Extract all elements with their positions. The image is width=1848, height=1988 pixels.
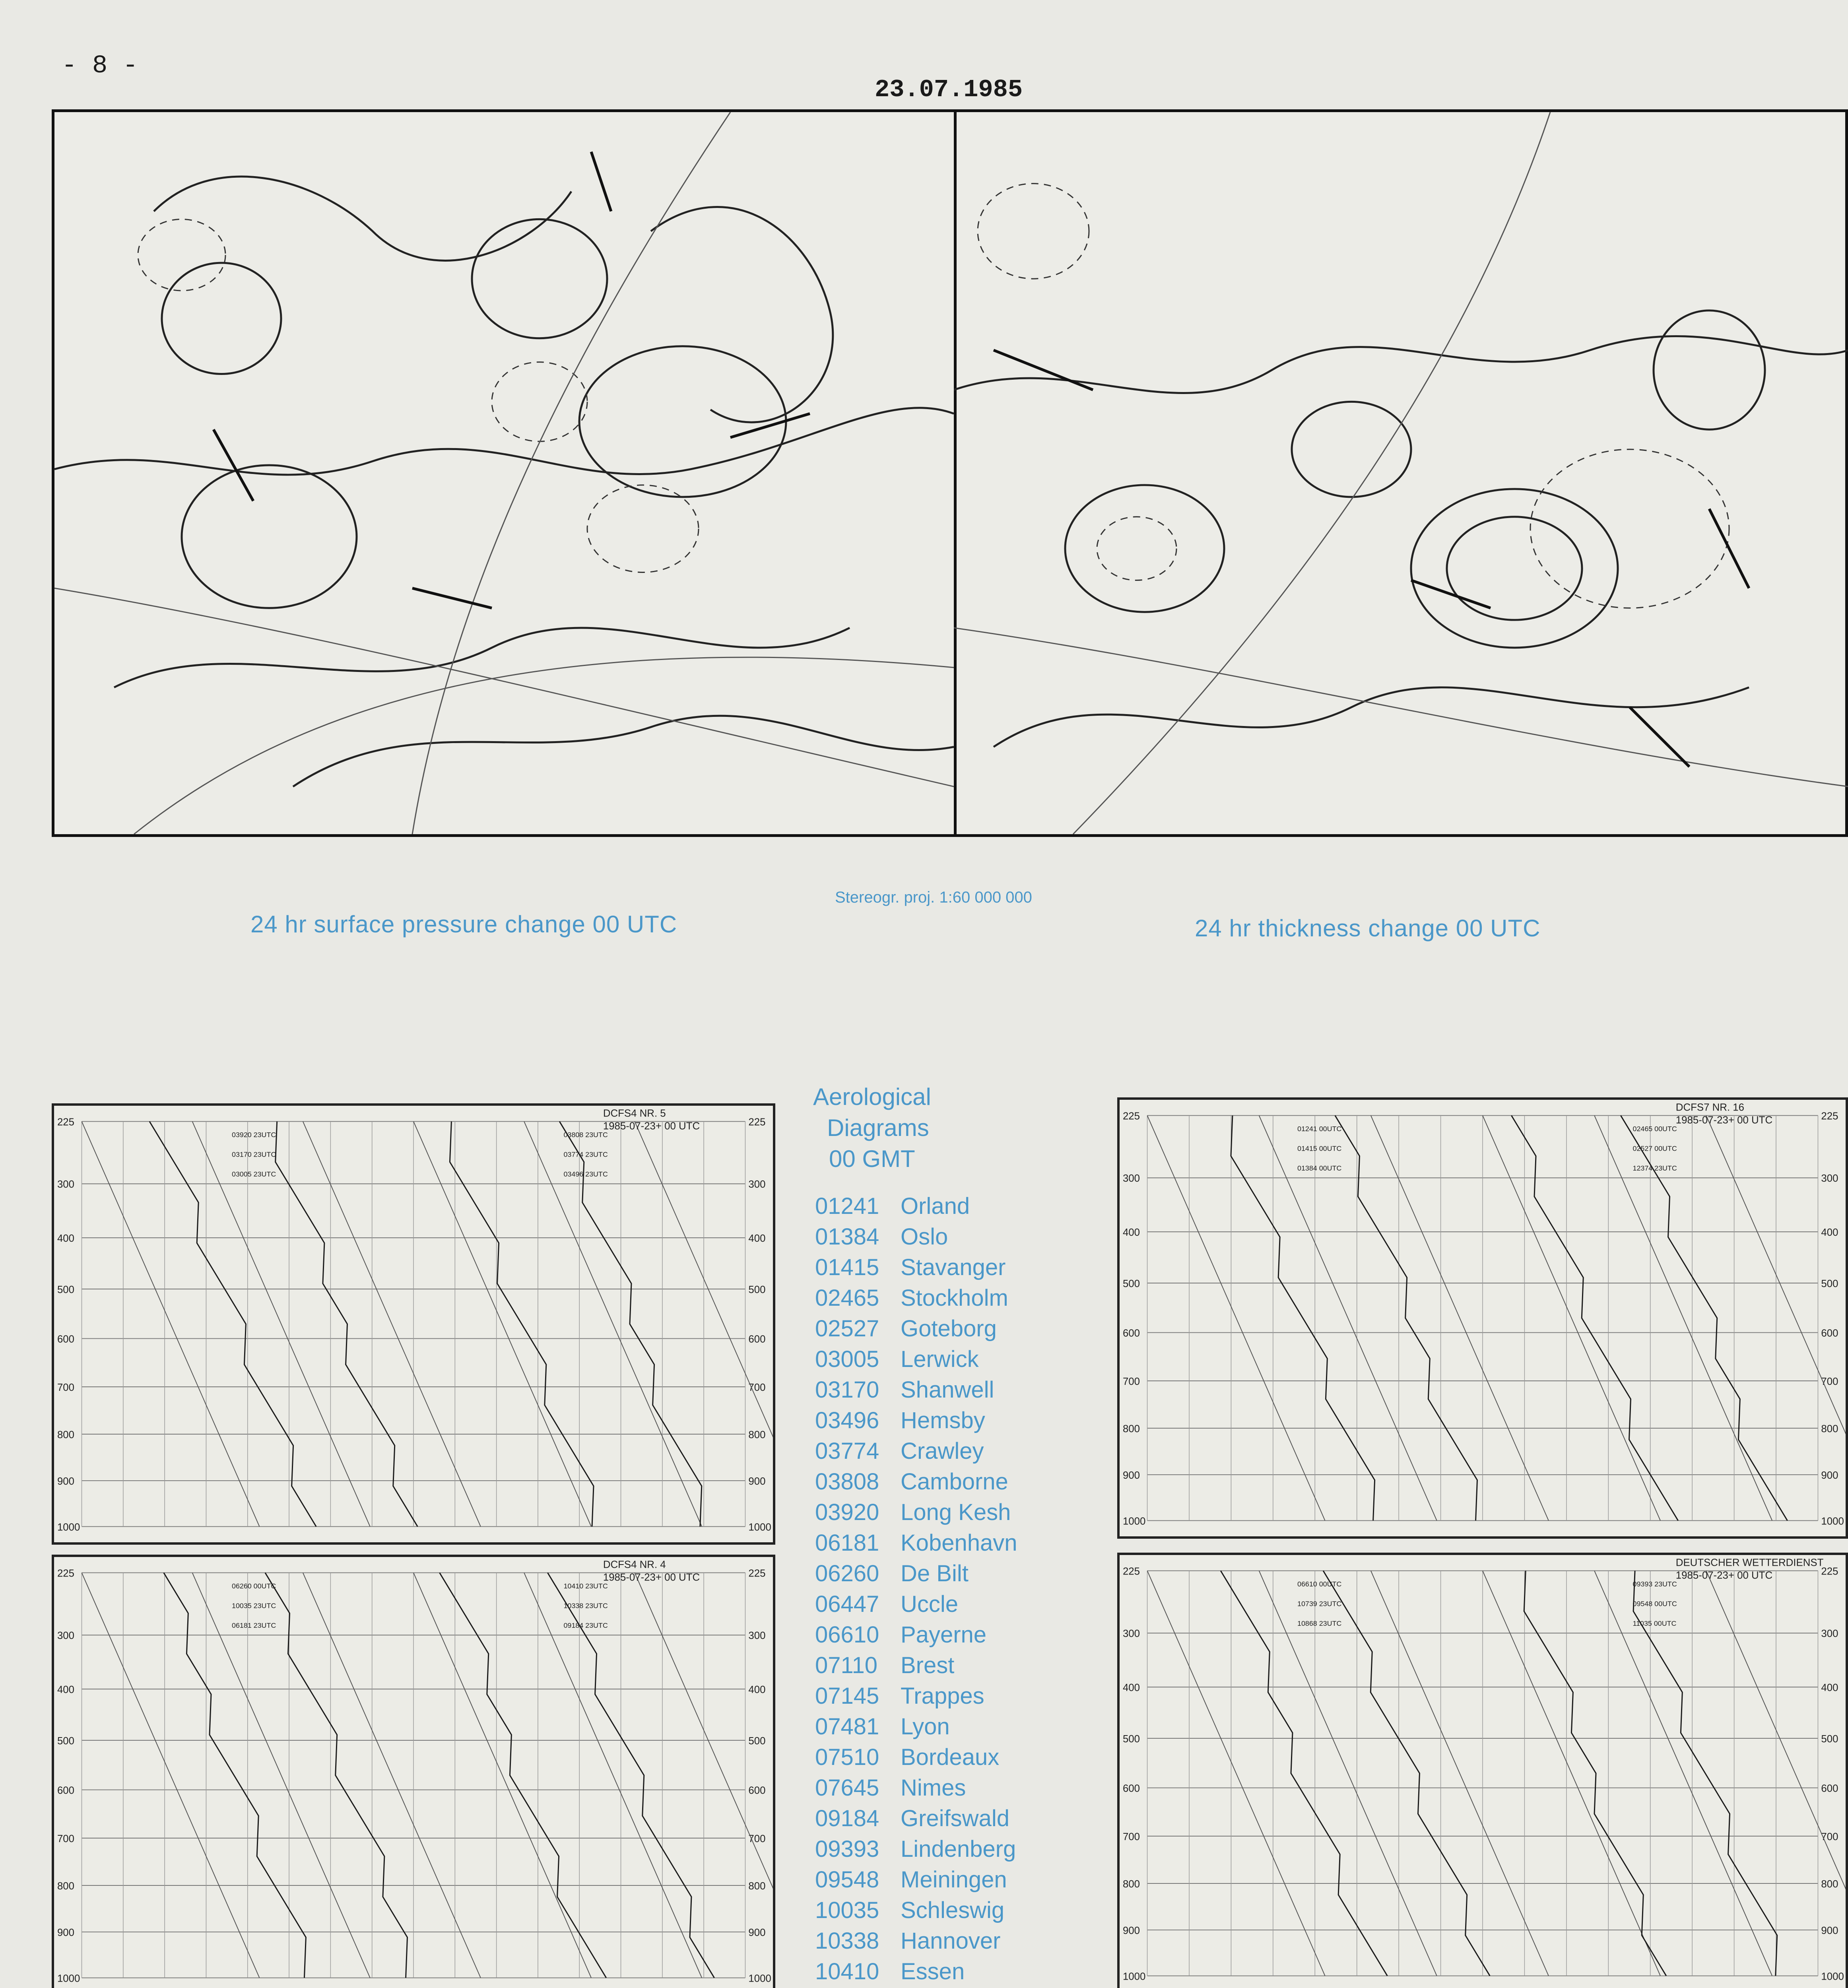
station-row [815, 1742, 1101, 1773]
pressure-label: 1000 [57, 1522, 80, 1533]
sounding-profile [164, 1573, 306, 1978]
diagram-station-label: 03808 23UTC [563, 1131, 608, 1139]
station-id: 09393 [815, 1836, 879, 1862]
aerological-diagram-5 [1117, 1553, 1848, 1988]
station-id: 07510 [815, 1744, 879, 1770]
station-row [815, 1803, 1101, 1834]
station-name: Camborne [901, 1469, 1008, 1495]
pressure-label: 1000 [1821, 1971, 1844, 1982]
pressure-label: 700 [748, 1382, 766, 1393]
station-row [815, 1252, 1101, 1283]
station-row [815, 1375, 1101, 1405]
diagram-station-label: 10868 23UTC [1297, 1619, 1342, 1628]
station-row [815, 1773, 1101, 1803]
pressure-label: 1000 [1122, 1516, 1146, 1527]
diagram-station-label: 10338 23UTC [563, 1602, 608, 1610]
diagram-header: DCFS4 NR. 4 [603, 1559, 666, 1571]
adiabat-line [524, 1573, 702, 1978]
diagram-station-label: 06610 00UTC [1297, 1580, 1342, 1588]
diagram-station-label: 01241 00UTC [1297, 1125, 1342, 1133]
station-name: Payerne [901, 1622, 987, 1648]
pressure-label: 700 [57, 1833, 75, 1844]
adiabat-line [192, 1122, 370, 1527]
adiabat-line [1147, 1116, 1325, 1521]
pressure-label: 800 [1821, 1423, 1838, 1435]
sounding-profile [1231, 1116, 1375, 1521]
station-id: 07145 [815, 1683, 879, 1709]
pressure-label: 225 [748, 1116, 766, 1128]
pressure-label: 500 [1821, 1278, 1838, 1289]
station-name: Goteborg [901, 1316, 997, 1342]
diagram-station-label: 01415 00UTC [1297, 1144, 1342, 1153]
station-id: 02527 [815, 1316, 879, 1342]
station-id: 06260 [815, 1561, 879, 1586]
sounding-profile [1633, 1571, 1777, 1976]
pressure-label: 700 [1821, 1376, 1838, 1387]
pressure-label: 300 [1122, 1173, 1140, 1184]
pressure-label: 900 [57, 1927, 75, 1938]
diagram-station-label: 03005 23UTC [232, 1170, 276, 1178]
pressure-label: 600 [57, 1785, 75, 1796]
pressure-label: 1000 [57, 1973, 80, 1984]
pressure-label: 800 [57, 1429, 75, 1441]
station-id: 03005 [815, 1346, 879, 1372]
pressure-label: 700 [1122, 1831, 1140, 1842]
page-number: - 8 - [62, 52, 138, 80]
station-row [815, 1344, 1101, 1375]
pressure-label: 500 [1122, 1278, 1140, 1289]
aerological-diagram-4 [1117, 1097, 1848, 1539]
adiabat-line [1594, 1116, 1772, 1521]
station-row [815, 1956, 1101, 1987]
adiabat-line [1483, 1571, 1660, 1976]
station-row [815, 1405, 1101, 1436]
pressure-label: 600 [1122, 1783, 1140, 1794]
pressure-label: 500 [1122, 1733, 1140, 1745]
adiabat-line [1594, 1571, 1772, 1976]
pressure-label: 900 [1122, 1470, 1140, 1481]
diagram-station-label: 11035 00UTC [1633, 1619, 1677, 1628]
pressure-label: 900 [57, 1475, 75, 1487]
pressure-label: 300 [1821, 1628, 1838, 1640]
aerological-diagram-1 [52, 1103, 775, 1545]
station-row [815, 1589, 1101, 1619]
adiabat-line [303, 1573, 481, 1978]
pressure-label: 600 [1821, 1783, 1838, 1794]
pressure-label: 800 [1821, 1878, 1838, 1890]
diagram-date: 1985-07-23+ 00 UTC [1675, 1114, 1773, 1126]
station-name: Lyon [901, 1714, 950, 1740]
pressure-label: 500 [57, 1735, 75, 1747]
pressure-label: 300 [1821, 1173, 1838, 1184]
station-row [815, 1313, 1101, 1344]
diagram-station-label: 02465 00UTC [1633, 1125, 1677, 1133]
station-id: 01241 [815, 1193, 879, 1219]
diagram-header: DCFS7 NR. 16 [1675, 1102, 1745, 1113]
station-row [815, 1681, 1101, 1711]
pressure-label: 600 [748, 1785, 766, 1796]
pressure-label: 900 [1821, 1470, 1838, 1481]
pressure-label: 800 [748, 1429, 766, 1441]
pressure-label: 400 [57, 1684, 75, 1696]
adiabat-line [1483, 1116, 1660, 1521]
pressure-label: 600 [1821, 1328, 1838, 1339]
sounding-profile [440, 1573, 606, 1978]
diagram-station-label: 09548 00UTC [1633, 1600, 1677, 1608]
station-id: 02465 [815, 1285, 879, 1311]
station-id: 03170 [815, 1377, 879, 1403]
station-list [815, 1191, 1101, 1988]
station-id: 03808 [815, 1469, 879, 1495]
sounding-profile [547, 1573, 714, 1978]
sounding-profile [265, 1573, 408, 1978]
station-name: Greifswald [901, 1806, 1009, 1831]
aerological-diagram-2 [52, 1555, 775, 1988]
surface-pressure-caption: 24 hr surface pressure change 00 UTC [250, 911, 677, 938]
station-name: Oslo [901, 1224, 948, 1250]
diagram-header: DCFS4 NR. 5 [603, 1108, 666, 1119]
sounding-profile [450, 1122, 594, 1527]
pressure-label: 300 [57, 1179, 75, 1190]
sounding-profile [1511, 1116, 1678, 1521]
pressure-label: 600 [1122, 1328, 1140, 1339]
adiabat-line [1371, 1571, 1549, 1976]
station-row [815, 1895, 1101, 1926]
diagram-station-label: 10739 23UTC [1297, 1600, 1342, 1608]
station-name: Essen [901, 1959, 965, 1984]
pressure-label: 225 [748, 1568, 766, 1579]
pressure-label: 900 [1821, 1925, 1838, 1936]
station-id: 01415 [815, 1254, 879, 1280]
diagram-date: 1985-07-23+ 00 UTC [603, 1120, 700, 1132]
station-row [815, 1926, 1101, 1956]
adiabat-line [1259, 1571, 1437, 1976]
pressure-label: 500 [748, 1735, 766, 1747]
pressure-label: 300 [748, 1179, 766, 1190]
pressure-label: 900 [748, 1475, 766, 1487]
pressure-label: 225 [57, 1568, 75, 1579]
station-name: Nimes [901, 1775, 966, 1801]
pressure-label: 800 [1122, 1878, 1140, 1890]
station-name: Schleswig [901, 1897, 1005, 1923]
pressure-label: 1000 [748, 1973, 771, 1984]
station-name: Stockholm [901, 1285, 1008, 1311]
sounding-profile [1221, 1571, 1387, 1976]
adiabat-line [1147, 1571, 1325, 1976]
station-name: Shanwell [901, 1377, 994, 1403]
pressure-label: 500 [748, 1284, 766, 1295]
station-id: 03774 [815, 1438, 879, 1464]
station-name: Brest [901, 1652, 955, 1678]
pressure-label: 1000 [748, 1522, 771, 1533]
station-name: Trappes [901, 1683, 984, 1709]
station-row [815, 1558, 1101, 1589]
adiabat-line [1259, 1116, 1437, 1521]
aerological-title-line-3: 00 GMT [829, 1145, 915, 1172]
diagram-header: DEUTSCHER WETTERDIENST [1675, 1557, 1824, 1569]
station-row [815, 1283, 1101, 1313]
station-id: 03920 [815, 1499, 879, 1525]
adiabat-line [82, 1122, 260, 1527]
diagram-station-label: 03170 23UTC [232, 1150, 276, 1159]
station-id: 07110 [815, 1652, 877, 1678]
adiabat-line [413, 1122, 591, 1527]
thickness-change-map [954, 112, 1848, 834]
pressure-label: 400 [748, 1233, 766, 1244]
station-row [815, 1221, 1101, 1252]
station-name: Stavanger [901, 1254, 1006, 1280]
station-name: Hemsby [901, 1408, 985, 1433]
pressure-label: 600 [748, 1334, 766, 1345]
station-name: Bordeaux [901, 1744, 1000, 1770]
adiabat-line [524, 1122, 702, 1527]
station-name: Orland [901, 1193, 970, 1219]
diagram-station-label: 06260 00UTC [232, 1582, 276, 1590]
pressure-label: 1000 [1821, 1516, 1844, 1527]
diagram-date: 1985-07-23+ 00 UTC [1675, 1570, 1773, 1581]
station-name: Kobenhavn [901, 1530, 1017, 1556]
pressure-label: 900 [748, 1927, 766, 1938]
sounding-profile [1621, 1116, 1787, 1521]
pressure-label: 225 [1122, 1110, 1140, 1122]
pressure-label: 300 [1122, 1628, 1140, 1640]
station-row [815, 1528, 1101, 1558]
thickness-caption: 24 hr thickness change 00 UTC [1195, 915, 1541, 942]
diagram-station-label: 10410 23UTC [563, 1582, 608, 1590]
adiabat-line [192, 1573, 370, 1978]
station-name: Uccle [901, 1591, 959, 1617]
station-name: De Bilt [901, 1561, 969, 1586]
pressure-label: 400 [1122, 1227, 1140, 1239]
station-id: 03496 [815, 1408, 879, 1433]
pressure-label: 225 [1821, 1566, 1838, 1577]
station-row [815, 1834, 1101, 1864]
diagram-station-label: 03920 23UTC [232, 1131, 276, 1139]
sounding-profile [1335, 1116, 1477, 1521]
diagram-station-label: 06181 23UTC [232, 1621, 276, 1630]
pressure-label: 400 [1122, 1682, 1140, 1694]
aerological-title-line-2: Diagrams [827, 1114, 929, 1141]
pressure-label: 500 [1821, 1733, 1838, 1745]
diagram-station-label: 02527 00UTC [1633, 1144, 1677, 1153]
station-row [815, 1864, 1101, 1895]
diagram-station-label: 12374 23UTC [1633, 1164, 1677, 1173]
station-id: 09548 [815, 1867, 879, 1893]
station-row [815, 1497, 1101, 1528]
surface-pressure-change-map [54, 112, 957, 834]
adiabat-line [82, 1573, 260, 1978]
station-row [815, 1466, 1101, 1497]
station-name: Crawley [901, 1438, 984, 1464]
pressure-label: 400 [57, 1233, 75, 1244]
adiabat-line [303, 1122, 481, 1527]
station-row [815, 1436, 1101, 1466]
pressure-label: 700 [1122, 1376, 1140, 1387]
station-name: Lerwick [901, 1346, 979, 1372]
station-row [815, 1619, 1101, 1650]
aerological-title-line-1: Aerological [813, 1083, 931, 1110]
projection-note: Stereogr. proj. 1:60 000 000 [835, 889, 1032, 906]
pressure-label: 700 [748, 1833, 766, 1844]
station-id: 10410 [815, 1959, 879, 1984]
adiabat-line [1371, 1116, 1549, 1521]
pressure-label: 600 [57, 1334, 75, 1345]
station-row [815, 1191, 1101, 1221]
page-date: 23.07.1985 [875, 76, 1023, 104]
pressure-label: 900 [1122, 1925, 1140, 1936]
diagram-station-label: 03496 23UTC [563, 1170, 608, 1178]
diagram-station-label: 09184 23UTC [563, 1621, 608, 1630]
diagram-station-label: 01384 00UTC [1297, 1164, 1342, 1173]
diagram-date: 1985-07-23+ 00 UTC [603, 1572, 700, 1583]
pressure-label: 300 [57, 1630, 75, 1642]
diagram-station-label: 09393 23UTC [1633, 1580, 1677, 1588]
pressure-label: 400 [748, 1684, 766, 1696]
pressure-label: 700 [57, 1382, 75, 1393]
station-id: 06610 [815, 1622, 879, 1648]
pressure-label: 225 [1122, 1566, 1140, 1577]
pressure-label: 400 [1821, 1227, 1838, 1239]
station-name: Lindenberg [901, 1836, 1016, 1862]
station-name: Meiningen [901, 1867, 1007, 1893]
pressure-label: 500 [57, 1284, 75, 1295]
aerological-title [813, 1081, 931, 1175]
adiabat-line [413, 1573, 591, 1978]
station-id: 10035 [815, 1897, 879, 1923]
station-id: 01384 [815, 1224, 879, 1250]
pressure-label: 225 [57, 1116, 75, 1128]
pressure-label: 300 [748, 1630, 766, 1642]
pressure-label: 800 [57, 1880, 75, 1892]
station-name: Hannover [901, 1928, 1001, 1954]
diagram-station-label: 03774 23UTC [563, 1150, 608, 1159]
station-row [815, 1711, 1101, 1742]
sounding-profile [276, 1122, 418, 1527]
pressure-label: 225 [1821, 1110, 1838, 1122]
station-id: 07481 [815, 1714, 879, 1740]
station-name: Long Kesh [901, 1499, 1011, 1525]
weather-maps-frame [52, 109, 1848, 837]
station-id: 06447 [815, 1591, 879, 1617]
pressure-label: 1000 [1122, 1971, 1146, 1982]
pressure-label: 800 [1122, 1423, 1140, 1435]
diagram-station-label: 10035 23UTC [232, 1602, 276, 1610]
station-id: 09184 [815, 1806, 879, 1831]
station-id: 06181 [815, 1530, 879, 1556]
pressure-label: 800 [748, 1880, 766, 1892]
pressure-label: 400 [1821, 1682, 1838, 1694]
pressure-label: 700 [1821, 1831, 1838, 1842]
station-row [815, 1650, 1101, 1681]
station-id: 10338 [815, 1928, 879, 1954]
station-id: 07645 [815, 1775, 879, 1801]
